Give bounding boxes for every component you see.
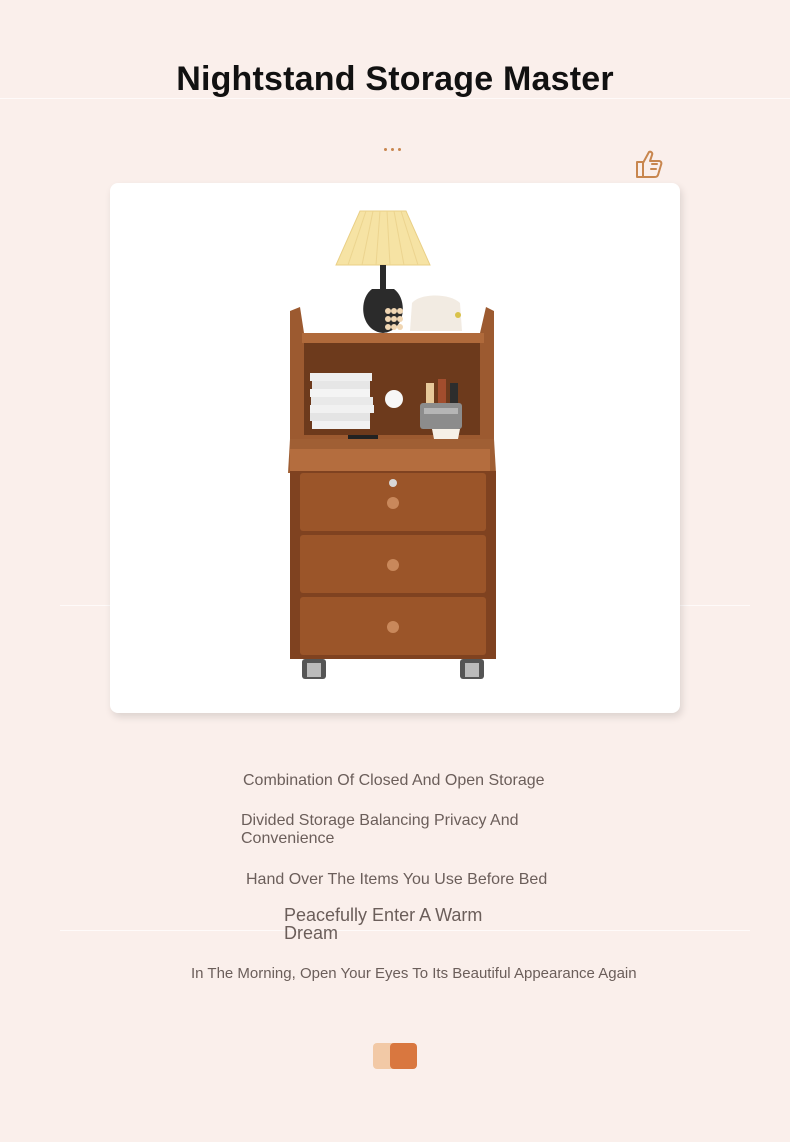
- ellipsis-icon: [384, 148, 401, 151]
- feature-item: Combination Of Closed And Open Storage: [243, 772, 545, 789]
- thumbs-up-icon: [630, 146, 666, 182]
- nightstand-image: [280, 203, 510, 683]
- color-swatches: [373, 1043, 417, 1069]
- swatch-dark[interactable]: [390, 1043, 417, 1069]
- feature-item: Hand Over The Items You Use Before Bed: [246, 871, 548, 888]
- page-title: Nightstand Storage Master: [176, 60, 614, 98]
- product-card: [110, 183, 680, 713]
- feature-item: Divided Storage Balancing Privacy And Convenience: [241, 812, 519, 847]
- feature-item: Peacefully Enter A Warm Dream: [284, 905, 483, 943]
- feature-item: In The Morning, Open Your Eyes To Its Beautiful Appearance Again: [191, 965, 637, 982]
